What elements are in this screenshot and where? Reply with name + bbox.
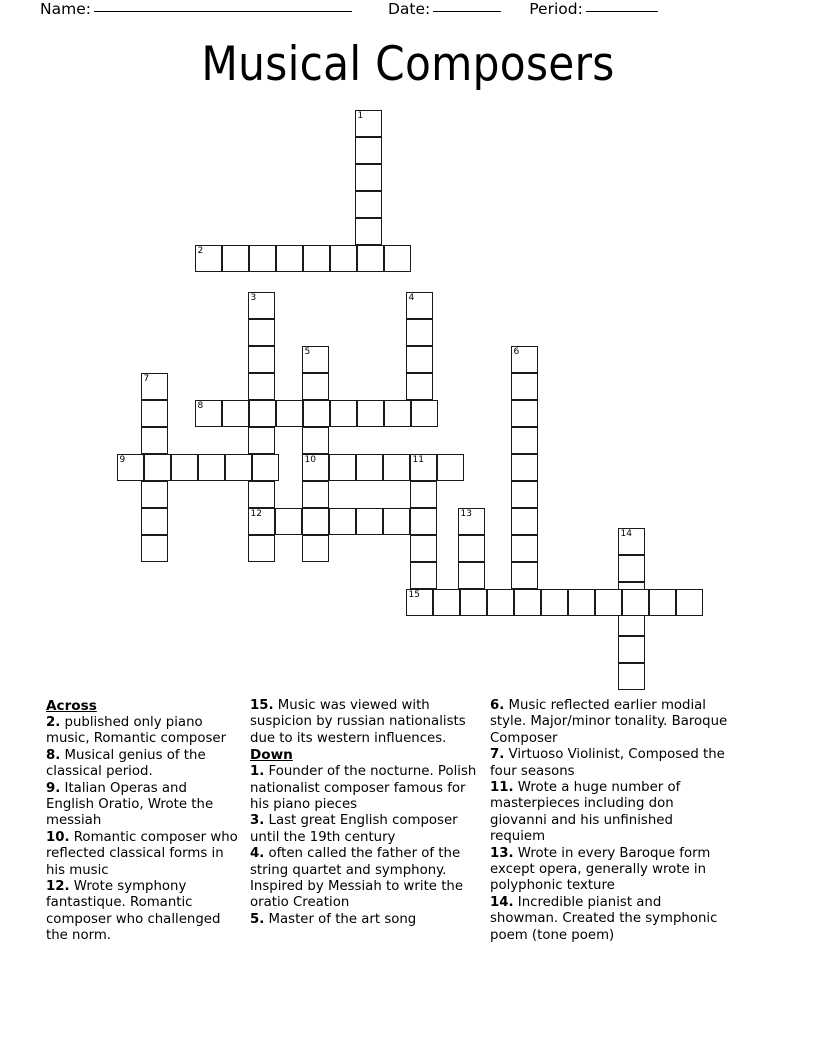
clue-text: Virtuoso Violinist, Composed the four seasons bbox=[490, 747, 725, 779]
period-label: Period: bbox=[529, 0, 583, 18]
crossword-cell[interactable] bbox=[541, 589, 568, 616]
clue-number: 8. bbox=[46, 747, 61, 763]
crossword-cell[interactable] bbox=[356, 454, 383, 481]
clue-text: Romantic composer who reflected classical forms in his music bbox=[46, 829, 238, 878]
crossword-cell[interactable] bbox=[141, 427, 168, 454]
clue-text: Italian Operas and English Oratio, Wrote the messiah bbox=[46, 780, 214, 829]
crossword-cell[interactable] bbox=[141, 508, 168, 535]
clue-text: Incredible pianist and showman. Created the symphonic poem (tone poem) bbox=[490, 894, 718, 943]
cell-number-15: 15 bbox=[408, 590, 420, 600]
crossword-cell[interactable] bbox=[357, 400, 384, 427]
crossword-cell[interactable] bbox=[622, 589, 649, 616]
crossword-cell-6[interactable] bbox=[511, 346, 538, 373]
crossword-cell[interactable] bbox=[329, 508, 356, 535]
page-title: Musical Composers bbox=[201, 37, 615, 92]
clue-text: Wrote a huge number of masterpieces including don giovanni and his unfinished requiem bbox=[490, 780, 681, 845]
crossword-cell[interactable] bbox=[248, 346, 275, 373]
clue-number: 7. bbox=[490, 747, 505, 763]
crossword-cell[interactable] bbox=[384, 400, 411, 427]
crossword-cell-4[interactable] bbox=[406, 292, 433, 319]
crossword-cell[interactable] bbox=[249, 245, 276, 272]
clue-number: 10. bbox=[46, 829, 70, 845]
crossword-cell[interactable] bbox=[141, 481, 168, 508]
clue-down-4 bbox=[250, 846, 480, 912]
clue-text: often called the father of the string quartet and symphony. Inspired by Messiah to write the oratio Creation bbox=[250, 846, 464, 911]
crossword-cell[interactable] bbox=[514, 589, 541, 616]
clue-across-2 bbox=[46, 715, 238, 748]
crossword-cell-14[interactable] bbox=[618, 528, 645, 555]
crossword-cell[interactable] bbox=[330, 245, 357, 272]
clue-number: 14. bbox=[490, 894, 514, 910]
cell-number-13: 13 bbox=[460, 509, 472, 519]
crossword-cell[interactable] bbox=[248, 535, 275, 562]
crossword-cell[interactable] bbox=[487, 589, 514, 616]
clue-across-10 bbox=[46, 830, 238, 879]
crossword-cell[interactable] bbox=[248, 373, 275, 400]
cell-number-6: 6 bbox=[513, 347, 520, 357]
crossword-cell[interactable] bbox=[357, 245, 384, 272]
clue-column-2 bbox=[250, 698, 490, 945]
crossword-cell-3[interactable] bbox=[248, 292, 275, 319]
crossword-cell-13[interactable] bbox=[458, 508, 485, 535]
cell-number-8: 8 bbox=[197, 401, 204, 411]
crossword-cell[interactable] bbox=[141, 400, 168, 427]
crossword-cell[interactable] bbox=[303, 245, 330, 272]
clue-number: 3. bbox=[250, 813, 265, 829]
cell-number-2: 2 bbox=[197, 246, 204, 256]
crossword-cell[interactable] bbox=[383, 454, 410, 481]
crossword-cell[interactable] bbox=[275, 508, 302, 535]
clue-text: Musical genius of the classical period. bbox=[46, 747, 206, 780]
clue-text: Last great English composer until the 19th century bbox=[250, 813, 458, 845]
crossword-cell[interactable] bbox=[222, 245, 249, 272]
clues-section bbox=[0, 698, 816, 945]
clue-text: published only piano music, Romantic composer bbox=[46, 715, 227, 747]
crossword-cell[interactable] bbox=[511, 427, 538, 454]
crossword-cell[interactable] bbox=[458, 535, 485, 562]
crossword-cell[interactable] bbox=[511, 481, 538, 508]
clue-down-3 bbox=[250, 813, 480, 846]
crossword-cell[interactable] bbox=[249, 400, 276, 427]
crossword-cell[interactable] bbox=[248, 319, 275, 346]
crossword-cell[interactable] bbox=[356, 508, 383, 535]
crossword-cell[interactable] bbox=[511, 400, 538, 427]
crossword-cell[interactable] bbox=[618, 663, 645, 690]
cell-number-10: 10 bbox=[304, 455, 316, 465]
clue-number: 5. bbox=[250, 911, 265, 927]
crossword-cell[interactable] bbox=[410, 481, 437, 508]
crossword-cell-12[interactable] bbox=[248, 508, 275, 535]
clue-number: 6. bbox=[490, 698, 505, 713]
crossword-cell[interactable] bbox=[618, 636, 645, 663]
crossword-cell[interactable] bbox=[276, 245, 303, 272]
crossword-cell[interactable] bbox=[225, 454, 252, 481]
crossword-cell-5[interactable] bbox=[302, 346, 329, 373]
crossword-cell[interactable] bbox=[460, 589, 487, 616]
crossword-cell[interactable] bbox=[437, 454, 464, 481]
crossword-cell[interactable] bbox=[252, 454, 279, 481]
cell-number-5: 5 bbox=[304, 347, 311, 357]
crossword-cell-8[interactable] bbox=[195, 400, 222, 427]
crossword-cell-1[interactable] bbox=[355, 110, 382, 137]
clue-text: Music reflected earlier modial style. Major/minor tonality. Baroque Composer bbox=[490, 698, 728, 746]
crossword-cell[interactable] bbox=[406, 346, 433, 373]
date-label: Date: bbox=[387, 0, 431, 18]
crossword-cell-7[interactable] bbox=[141, 373, 168, 400]
crossword-cell[interactable] bbox=[329, 454, 356, 481]
down-heading: Down bbox=[250, 747, 293, 764]
crossword-cell[interactable] bbox=[511, 373, 538, 400]
cell-number-1: 1 bbox=[357, 111, 364, 121]
crossword-cell[interactable] bbox=[411, 400, 438, 427]
crossword-cell[interactable] bbox=[302, 535, 329, 562]
clue-across-9 bbox=[46, 781, 238, 830]
crossword-cell[interactable] bbox=[676, 589, 703, 616]
clue-down-5 bbox=[250, 912, 480, 928]
clue-across-15 bbox=[250, 698, 480, 747]
clue-down-6 bbox=[490, 698, 730, 747]
crossword-cell-11[interactable] bbox=[410, 454, 437, 481]
crossword-cell[interactable] bbox=[406, 373, 433, 400]
clue-column-3 bbox=[490, 698, 740, 945]
crossword-cell[interactable] bbox=[406, 319, 433, 346]
clue-number: 4. bbox=[250, 846, 265, 862]
crossword-cell[interactable] bbox=[458, 562, 485, 589]
cell-number-14: 14 bbox=[620, 529, 632, 539]
crossword-cell[interactable] bbox=[433, 589, 460, 616]
cell-number-9: 9 bbox=[119, 455, 126, 465]
cell-number-3: 3 bbox=[250, 293, 257, 303]
crossword-cell-15[interactable] bbox=[406, 589, 433, 616]
crossword-cell[interactable] bbox=[141, 535, 168, 562]
name-label: Name: bbox=[40, 0, 91, 18]
crossword-cell[interactable] bbox=[302, 481, 329, 508]
clue-number: 9. bbox=[46, 780, 61, 796]
clue-number: 13. bbox=[490, 845, 514, 861]
clue-down-1 bbox=[250, 764, 480, 813]
clue-down-14 bbox=[490, 895, 730, 944]
crossword-cell[interactable] bbox=[248, 481, 275, 508]
crossword-cell[interactable] bbox=[171, 454, 198, 481]
clue-down-11 bbox=[490, 780, 730, 846]
across-heading: Across bbox=[46, 698, 97, 714]
crossword-cell[interactable] bbox=[595, 589, 622, 616]
clue-text: Wrote in every Baroque form except opera, generally wrote in polyphonic texture bbox=[490, 845, 711, 894]
crossword-cell[interactable] bbox=[410, 535, 437, 562]
crossword-cell[interactable] bbox=[144, 454, 171, 481]
clue-across-12 bbox=[46, 879, 238, 945]
crossword-cell[interactable] bbox=[355, 218, 382, 245]
crossword-cell[interactable] bbox=[511, 562, 538, 589]
crossword-cell[interactable] bbox=[355, 137, 382, 164]
crossword-cell-9[interactable] bbox=[117, 454, 144, 481]
crossword-cell[interactable] bbox=[511, 535, 538, 562]
crossword-cell[interactable] bbox=[410, 562, 437, 589]
crossword-cell[interactable] bbox=[511, 508, 538, 535]
crossword-cell[interactable] bbox=[302, 427, 329, 454]
crossword-cell[interactable] bbox=[303, 400, 330, 427]
clue-number: 15. bbox=[250, 698, 274, 713]
cell-number-11: 11 bbox=[412, 455, 424, 465]
crossword-cell[interactable] bbox=[568, 589, 595, 616]
crossword-cell[interactable] bbox=[276, 400, 303, 427]
crossword-cell[interactable] bbox=[248, 427, 275, 454]
crossword-cell[interactable] bbox=[410, 508, 437, 535]
crossword-cell[interactable] bbox=[355, 191, 382, 218]
crossword-cell-2[interactable] bbox=[195, 245, 222, 272]
clue-number: 1. bbox=[250, 764, 265, 780]
crossword-cell[interactable] bbox=[384, 245, 411, 272]
cell-number-7: 7 bbox=[143, 374, 150, 384]
crossword-cell[interactable] bbox=[618, 555, 645, 582]
clue-text: Master of the art song bbox=[264, 911, 417, 927]
crossword-cell[interactable] bbox=[198, 454, 225, 481]
crossword-cell[interactable] bbox=[302, 373, 329, 400]
crossword-cell[interactable] bbox=[511, 454, 538, 481]
clue-down-13 bbox=[490, 846, 730, 895]
clue-number: 2. bbox=[46, 715, 61, 730]
clue-text: Founder of the nocturne. Polish nationalist composer famous for his piano pieces bbox=[250, 764, 477, 813]
crossword-cell-10[interactable] bbox=[302, 454, 329, 481]
clue-number: 12. bbox=[46, 879, 70, 895]
crossword-cell[interactable] bbox=[383, 508, 410, 535]
clue-across-8 bbox=[46, 748, 238, 781]
crossword-cell[interactable] bbox=[302, 508, 329, 535]
crossword-cell[interactable] bbox=[355, 164, 382, 191]
crossword-cell[interactable] bbox=[649, 589, 676, 616]
clue-column-1 bbox=[0, 698, 250, 945]
cell-number-12: 12 bbox=[250, 509, 262, 519]
crossword-cell[interactable] bbox=[330, 400, 357, 427]
clue-text: Wrote symphony fantastique. Romantic composer who challenged the norm. bbox=[46, 879, 221, 944]
cell-number-4: 4 bbox=[408, 293, 415, 303]
crossword-cell[interactable] bbox=[222, 400, 249, 427]
clue-down-7 bbox=[490, 747, 730, 780]
clue-number: 11. bbox=[490, 780, 514, 796]
clue-text: Music was viewed with suspicion by russian nationalists due to its western influences. bbox=[250, 698, 466, 746]
